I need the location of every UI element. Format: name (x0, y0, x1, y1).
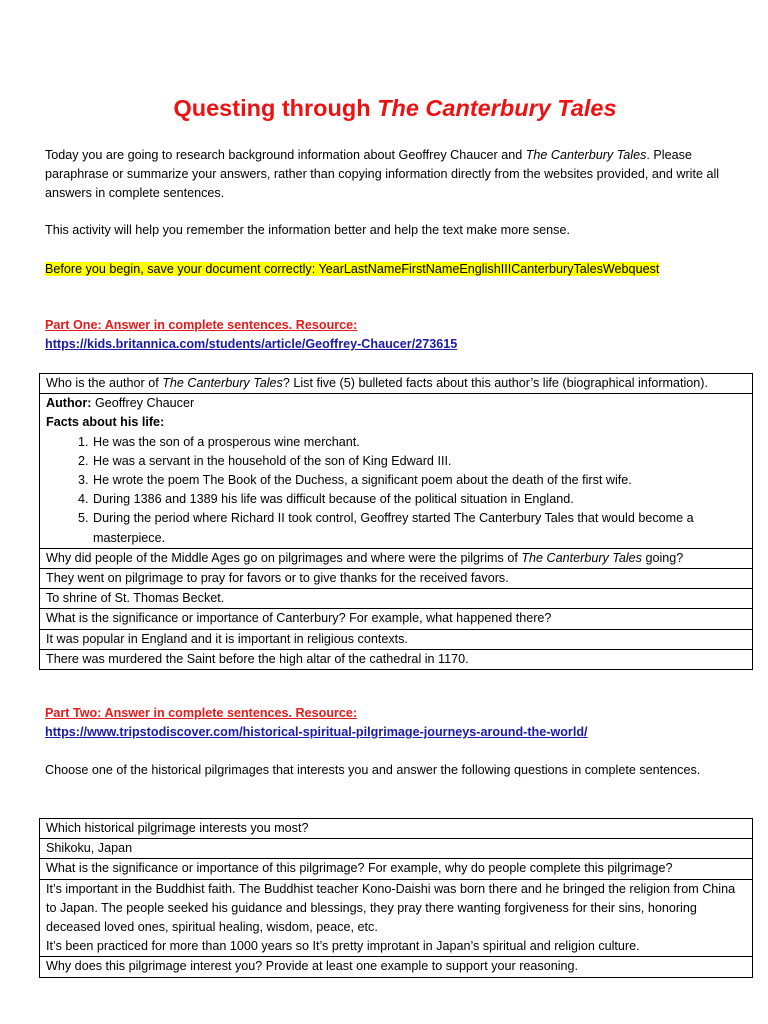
part-one-link[interactable]: https://kids.britannica.com/students/article/Geoffrey-Chaucer/273615 (45, 337, 458, 351)
part-one-table (39, 373, 753, 670)
intro-text-a: Today you are going to research background information about Geoffrey Chaucer and (45, 148, 526, 162)
title-prefix: Questing through (173, 95, 378, 121)
intro-text-b: . Please paraphrase or summarize your answers, rather than copying information directly from the websites provided, and write all answers in complete sentences. (45, 148, 720, 201)
answer-cell[interactable]: Shikoku, Japan (40, 839, 753, 859)
part-one-heading (45, 316, 735, 335)
table-row (40, 589, 753, 609)
author-line (46, 394, 746, 413)
list-item: 2. He was a servant in the household of the son of King Edward III. (92, 452, 746, 471)
q2-text-a: Why did people of the Middle Ages go on pilgrimages and where were the pilgrims of (46, 550, 522, 565)
answer-cell[interactable]: They went on pilgrimage to pray for favors or to give thanks for the received favors. (40, 569, 753, 589)
intro-paragraph (45, 146, 735, 204)
title-italic: The Canterbury Tales (377, 95, 617, 121)
answer-paragraph: It’s been practiced for more than 1000 years so It’s pretty improtant in Japan’s spiritual and religion culture. (46, 939, 640, 954)
part-one-resource (45, 335, 735, 354)
table-row (40, 879, 753, 957)
save-instruction (45, 260, 735, 279)
table-row (40, 819, 753, 839)
q2-text-b: going? (641, 550, 684, 565)
intro-note: This activity will help you remember the information better and help the text make more sense. (45, 223, 570, 237)
table-row (40, 569, 753, 589)
table-row (40, 839, 753, 859)
table-row (40, 649, 753, 669)
question-cell: What is the significance or importance of Canterbury? For example, what happened there? (40, 609, 753, 629)
part-two-heading (45, 704, 735, 723)
table-row (40, 629, 753, 649)
table-row (40, 957, 753, 977)
q1-text-b: ? List five (5) bulleted facts about this author’s life (biographical information). (282, 376, 709, 390)
q2-italic: The Canterbury Tales (521, 550, 642, 565)
part-two-heading-text: Part Two: Answer in complete sentences. Resource: (45, 706, 358, 720)
table-row (40, 609, 753, 629)
answer-cell[interactable]: There was murdered the Saint before the high altar of the cathedral in 1170. (40, 649, 753, 669)
table-row (40, 394, 753, 549)
intro-italic-title: The Canterbury Tales (525, 148, 647, 162)
table-row (40, 374, 753, 394)
list-item: 1. He was the son of a prosperous wine merchant. (92, 433, 746, 452)
question-cell (40, 374, 753, 394)
answer-cell[interactable]: It was popular in England and it is important in religious contexts. (40, 629, 753, 649)
list-item: 3. He wrote the poem The Book of the Duchess, a significant poem about the death of the first wife. (92, 471, 746, 490)
answer-paragraph: It’s important in the Buddhist faith. The Buddhist teacher Kono-Daishi was born there and he bringed the religion from China to Japan. The people seeked his guidance and blessings, they pray there wanting forgiveness for their sins, honoring deceased loved ones, spiritual healing, wisdom, peace, etc. (46, 881, 736, 935)
facts-label (46, 413, 746, 432)
table-row (40, 859, 753, 879)
table-row (40, 548, 753, 568)
answer-cell[interactable] (40, 394, 753, 549)
question-cell: Why does this pilgrimage interest you? Provide at least one example to support your reasoning. (40, 957, 753, 977)
page-title (0, 93, 768, 123)
facts-list (46, 433, 746, 548)
question-cell: Which historical pilgrimage interests you most? (40, 819, 753, 839)
answer-cell[interactable]: To shrine of St. Thomas Becket. (40, 589, 753, 609)
author-value: Geoffrey Chaucer (91, 396, 195, 411)
question-cell: What is the significance or importance of this pilgrimage? For example, why do people complete this pilgrimage? (40, 859, 753, 879)
part-two-intro: Choose one of the historical pilgrimages that interests you and answer the following questions in complete sentences. (45, 763, 701, 777)
list-item: 4. During 1386 and 1389 his life was difficult because of the political situation in England. (92, 490, 746, 509)
q1-italic: The Canterbury Tales (162, 376, 283, 390)
q1-text-a: Who is the author of (46, 376, 163, 390)
question-cell (40, 548, 753, 568)
part-two-link[interactable]: https://www.tripstodiscover.com/historical-spiritual-pilgrimage-journeys-around-the-world/ (45, 725, 588, 739)
part-one-heading-text: Part One: Answer in complete sentences. Resource: (45, 318, 358, 332)
highlighted-instruction: Before you begin, save your document correctly: YearLastNameFirstNameEnglishIIICanterburyTalesWebquest (45, 262, 660, 276)
part-two-resource (45, 723, 735, 742)
part-two-table (39, 818, 753, 978)
facts-label-text: Facts about his life: (46, 415, 165, 430)
list-item: 5. During the period where Richard II took control, Geoffrey started The Canterbury Tales that would become a masterpiece. (92, 509, 746, 547)
author-label: Author: (46, 396, 92, 411)
answer-cell[interactable] (40, 879, 753, 957)
